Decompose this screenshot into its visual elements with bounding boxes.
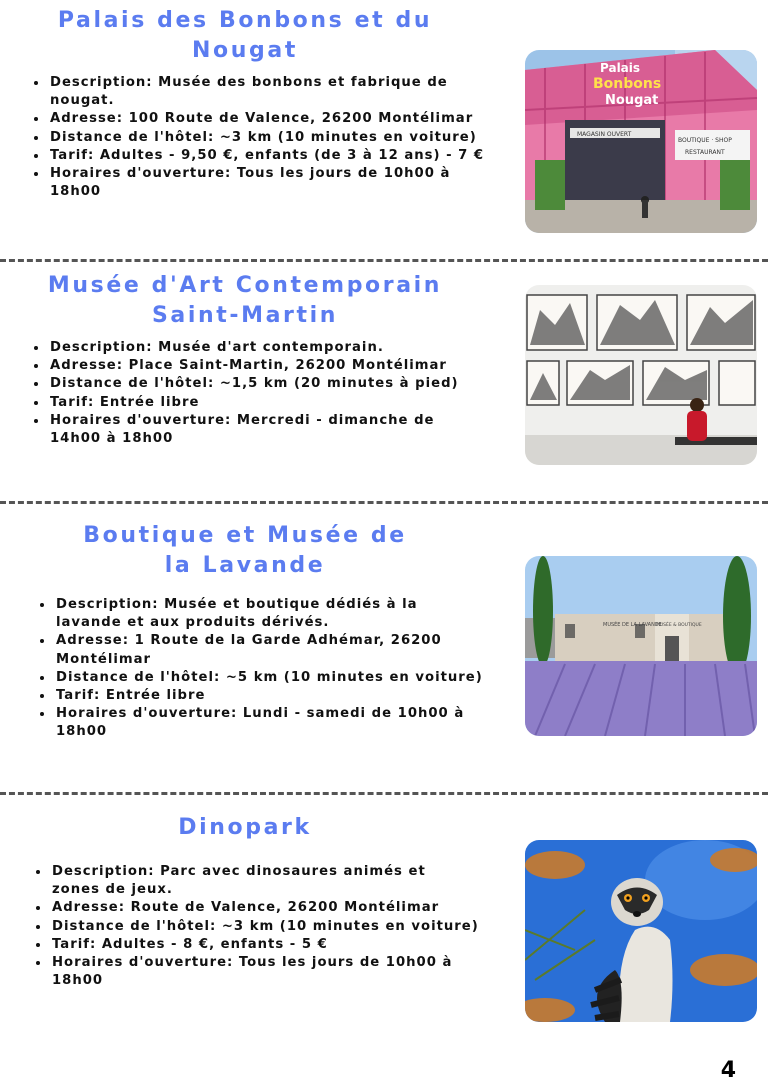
attraction-details	[36, 596, 516, 742]
detail-distance: Distance de l'hôtel: ~3 km (10 minutes en voiture)	[32, 918, 512, 936]
detail-description: Description: Musée et boutique dédiés à la lavande et aux produits dérivés.	[36, 596, 456, 632]
photo-sign-bonbons: Bonbons	[593, 76, 662, 92]
attraction-details	[32, 863, 512, 990]
detail-description: Description: Musée d'art contemporain.	[30, 339, 510, 357]
attraction-title: Dinopark	[178, 815, 312, 840]
detail-hours: Horaires d'ouverture: Lundi - samedi de 10h00 à 18h00	[36, 705, 496, 741]
photo-sign-nougat: Nougat	[605, 93, 659, 108]
detail-description: Description: Musée des bonbons et fabrique de nougat.	[30, 74, 510, 110]
photo-sign-boutique: BOUTIQUE · SHOP	[678, 137, 732, 144]
detail-hours: Horaires d'ouverture: Tous les jours de 10h00 à 18h00	[30, 165, 490, 201]
photo-sign-musee-lavande: MUSÉE DE LA LAVANDE	[603, 622, 662, 628]
musee-lavande-photo	[525, 556, 757, 736]
attraction-title: Musée d'Art Contemporain Saint-Martin	[47, 273, 443, 328]
musee-art-photo	[525, 285, 757, 465]
detail-price: Tarif: Adultes - 8 €, enfants - 5 €	[32, 936, 512, 954]
photo-sign-restaurant: RESTAURANT	[685, 149, 725, 156]
detail-address: Adresse: 1 Route de la Garde Adhémar, 26200 Montélimar	[36, 632, 486, 668]
detail-distance: Distance de l'hôtel: ~3 km (10 minutes en voiture)	[30, 129, 510, 147]
detail-distance: Distance de l'hôtel: ~1,5 km (20 minutes à pied)	[30, 375, 510, 393]
attraction-details	[30, 339, 510, 448]
photo-sign-musee-boutique: MUSÉE & BOUTIQUE	[656, 623, 702, 628]
attraction-title: Boutique et Musée de la Lavande	[83, 523, 407, 578]
detail-description: Description: Parc avec dinosaures animés et zones de jeux.	[32, 863, 472, 899]
photo-sign-palais: Palais	[600, 61, 641, 75]
detail-address: Adresse: Route de Valence, 26200 Montélimar	[32, 899, 512, 917]
detail-price: Tarif: Entrée libre	[36, 687, 516, 705]
detail-distance: Distance de l'hôtel: ~5 km (10 minutes en voiture)	[36, 669, 516, 687]
section-divider	[0, 259, 768, 262]
attraction-title: Palais des Bonbons et du Nougat	[57, 8, 433, 63]
detail-price: Tarif: Adultes - 9,50 €, enfants (de 3 à 12 ans) - 7 €	[30, 147, 510, 165]
detail-address: Adresse: 100 Route de Valence, 26200 Montélimar	[30, 110, 510, 128]
photo-sign-magasin: MAGASIN OUVERT	[577, 131, 632, 138]
dinopark-lemur-photo	[525, 840, 757, 1022]
palais-bonbons-photo	[525, 50, 757, 233]
page-number: 4	[720, 1058, 736, 1083]
detail-hours: Horaires d'ouverture: Tous les jours de 10h00 à 18h00	[32, 954, 492, 990]
detail-price: Tarif: Entrée libre	[30, 394, 510, 412]
detail-hours: Horaires d'ouverture: Mercredi - dimanche de 14h00 à 18h00	[30, 412, 490, 448]
detail-address: Adresse: Place Saint-Martin, 26200 Montélimar	[30, 357, 510, 375]
section-divider	[0, 501, 768, 504]
attraction-details	[30, 74, 510, 201]
section-divider	[0, 792, 768, 795]
